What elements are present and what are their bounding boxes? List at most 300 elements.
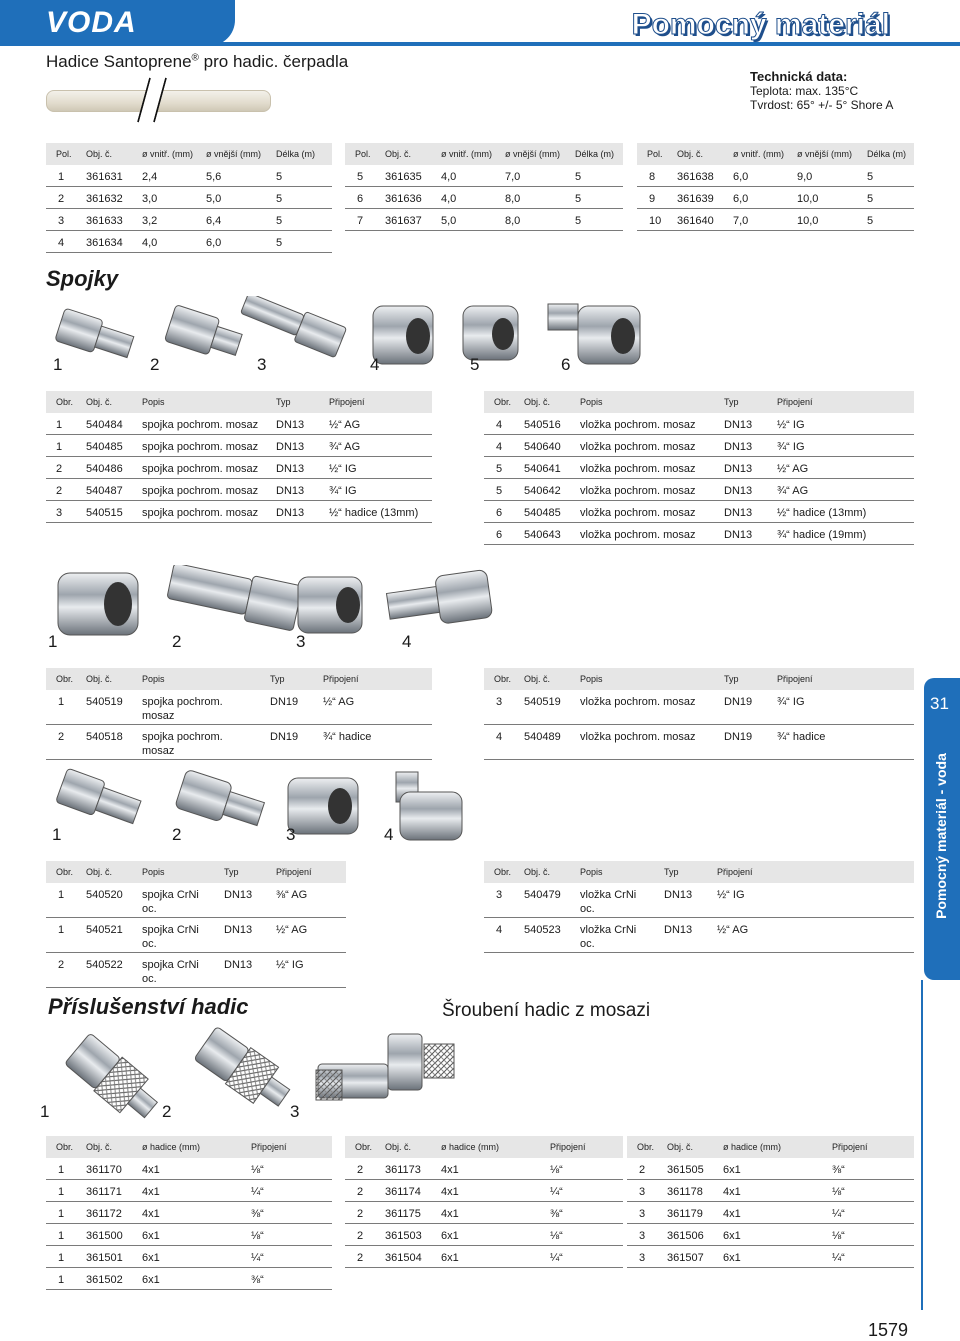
column-header: Typ: [724, 397, 739, 407]
table-cell: ¾“ hadice: [777, 731, 826, 743]
table-row: [345, 209, 623, 231]
table-cell: 1: [58, 1164, 65, 1176]
table-cell: vložka pochrom. mosaz: [580, 507, 696, 519]
crni-spojky-table: [46, 861, 346, 988]
table-cell: ⅛“: [832, 1186, 845, 1198]
table-cell: 4x1: [723, 1208, 741, 1220]
table-cell: 540485: [524, 507, 561, 519]
page-number: 1579: [868, 1320, 909, 1340]
figure-number: 3: [296, 632, 306, 651]
table-cell: ½“ hadice (13mm): [329, 507, 419, 519]
table-cell: ⅛“: [832, 1230, 845, 1242]
figure-number: 3: [257, 355, 267, 374]
table-row: [46, 457, 432, 479]
table-row: [46, 883, 346, 918]
table-cell: ⅛“: [550, 1164, 563, 1176]
table-cell: DN13: [724, 507, 753, 519]
table-cell: vložka CrNi oc.: [580, 889, 637, 915]
table-row: [345, 1224, 623, 1246]
table-cell: 7,0: [505, 171, 521, 183]
table-cell: 361636: [385, 193, 422, 205]
table-cell: 361635: [385, 171, 422, 183]
section-title: Pomocný materiál: [631, 8, 890, 41]
table-cell: ½“ IG: [717, 889, 745, 901]
column-header: Obj. č.: [677, 149, 704, 159]
column-header: Délka (m): [276, 149, 316, 159]
table-cell: 361631: [86, 171, 123, 183]
column-header: Popis: [142, 397, 165, 407]
table-cell: 6,0: [206, 237, 222, 249]
table-header: [637, 143, 914, 165]
table-cell: 4: [496, 419, 503, 431]
table-cell: 6x1: [441, 1230, 459, 1242]
table-cell: 1: [58, 1208, 65, 1220]
table-row: [46, 1158, 332, 1180]
table-cell: 361639: [677, 193, 714, 205]
table-cell: ¼“: [550, 1186, 563, 1198]
table-row: [637, 209, 914, 231]
column-header: Obr.: [56, 397, 74, 407]
column-header: ø hadice (mm): [142, 1142, 201, 1152]
table-cell: vložka pochrom. mosaz: [580, 419, 696, 431]
table-cell: 6x1: [723, 1252, 741, 1264]
figure-number: 2: [172, 825, 182, 844]
column-header: Obr.: [56, 1142, 74, 1152]
table-row: [345, 187, 623, 209]
table-cell: 1: [58, 924, 65, 936]
table-cell: 5: [867, 215, 874, 227]
table-cell: 2: [357, 1164, 364, 1176]
table-cell: 6x1: [142, 1252, 160, 1264]
table-cell: 3: [639, 1186, 646, 1198]
table-cell: 1: [58, 696, 65, 708]
table-cell: 540486: [86, 463, 123, 475]
table-cell: 5: [575, 171, 582, 183]
table-cell: 540523: [524, 924, 561, 936]
table-cell: 2: [639, 1164, 646, 1176]
table-cell: 9,0: [797, 171, 813, 183]
table-cell: 2: [357, 1230, 364, 1242]
table-header: [484, 668, 914, 690]
table-cell: 2: [357, 1208, 364, 1220]
column-header: Připojení: [550, 1142, 586, 1152]
table-row: [46, 1268, 332, 1290]
table-cell: 6: [496, 529, 503, 541]
column-header: ø vnější (mm): [505, 149, 560, 159]
table-cell: 5: [357, 171, 364, 183]
figure-number: 1: [53, 355, 63, 374]
table-cell: 2: [58, 959, 65, 971]
table-cell: DN13: [724, 485, 753, 497]
table-cell: ⅜“: [832, 1164, 845, 1176]
table-cell: ¾“ IG: [777, 441, 805, 453]
table-row: [46, 918, 346, 953]
tech-data: Technická data: Teplota: max. 135°C Tvrdost: 65° +/- 5° Shore A: [750, 69, 894, 112]
column-header: Obr.: [56, 674, 74, 684]
table-row: [627, 1158, 914, 1180]
table-cell: 361174: [385, 1186, 421, 1198]
table-cell: 540640: [524, 441, 561, 453]
product-title: Hadice Santoprene® pro hadic. čerpadla: [46, 52, 349, 71]
table-cell: vložka pochrom. mosaz: [580, 485, 696, 497]
table-row: [46, 479, 432, 501]
table-row: [345, 165, 623, 187]
table-cell: 10,0: [797, 215, 819, 227]
table-cell: ¼“: [832, 1252, 845, 1264]
spojky-heading: Spojky: [46, 266, 119, 291]
dn19-spojky-table: [46, 668, 432, 760]
table-cell: 1: [58, 889, 65, 901]
table-cell: ⅜“ AG: [276, 889, 308, 901]
column-header: Obr.: [494, 867, 512, 877]
accessories-heading: Příslušenství hadic: [48, 994, 249, 1019]
table-cell: 4x1: [723, 1186, 741, 1198]
table-cell: 5,0: [206, 193, 222, 205]
chapter-number: 31: [930, 694, 949, 713]
table-cell: 361633: [86, 215, 123, 227]
table-cell: DN13: [276, 485, 305, 497]
table-cell: 361634: [86, 237, 123, 249]
table-header: [484, 391, 914, 413]
table-cell: 6x1: [441, 1252, 459, 1264]
table-row: [345, 1180, 623, 1202]
table-row: [46, 187, 332, 209]
table-cell: spojka pochrom. mosaz: [142, 419, 259, 431]
table-cell: 2: [56, 463, 63, 475]
table-cell: DN13: [664, 924, 693, 936]
table-cell: 361171: [86, 1186, 122, 1198]
column-header: Typ: [270, 674, 285, 684]
figure-number: 4: [384, 825, 394, 844]
table-cell: DN13: [724, 463, 753, 475]
table-cell: 10: [649, 215, 662, 227]
table-cell: ¼“: [550, 1252, 563, 1264]
table-cell: 4x1: [441, 1164, 459, 1176]
table-cell: spojka CrNi oc.: [142, 889, 199, 915]
table-cell: DN13: [276, 507, 305, 519]
table-cell: ¾“ IG: [329, 485, 357, 497]
table-cell: 540487: [86, 485, 123, 497]
hose-table: [637, 143, 914, 231]
fitting-table: [46, 1136, 332, 1290]
header-bar: [0, 0, 960, 46]
table-cell: ½“ AG: [276, 924, 308, 936]
table-cell: 540515: [86, 507, 123, 519]
column-header: Připojení: [777, 674, 813, 684]
figure-number: 2: [172, 632, 182, 651]
table-row: [627, 1224, 914, 1246]
table-cell: vložka pochrom. mosaz: [580, 731, 696, 743]
table-cell: 361504: [385, 1252, 422, 1264]
table-cell: 4x1: [441, 1208, 459, 1220]
table-cell: 361638: [677, 171, 714, 183]
column-header: ø hadice (mm): [441, 1142, 500, 1152]
table-cell: 361640: [677, 215, 714, 227]
table-row: [484, 690, 914, 725]
column-header: Popis: [580, 397, 603, 407]
table-cell: ½“ IG: [777, 419, 805, 431]
table-cell: 3: [56, 507, 63, 519]
column-header: Obj. č.: [86, 674, 113, 684]
column-header: Obj. č.: [86, 397, 113, 407]
brand-title: VODA: [46, 6, 137, 39]
table-cell: 1: [56, 419, 63, 431]
table-row: [46, 209, 332, 231]
table-row: [627, 1202, 914, 1224]
fitting-table: [627, 1136, 914, 1268]
table-cell: spojka pochrom. mosaz: [142, 463, 259, 475]
table-cell: 6,0: [733, 171, 749, 183]
table-cell: 10,0: [797, 193, 819, 205]
table-cell: 3: [496, 696, 503, 708]
table-cell: 361632: [86, 193, 123, 205]
table-cell: ½“ IG: [276, 959, 304, 971]
table-row: [484, 883, 914, 918]
column-header: Typ: [224, 867, 239, 877]
table-cell: ¾“ AG: [329, 441, 361, 453]
table-cell: 5: [496, 485, 503, 497]
table-cell: 1: [58, 1186, 65, 1198]
table-header: [46, 668, 432, 690]
table-cell: 361506: [667, 1230, 704, 1242]
column-header: ø vnitř. (mm): [441, 149, 492, 159]
table-cell: 540519: [86, 696, 123, 708]
table-cell: 361503: [385, 1230, 422, 1242]
dn19-vlozky-table: [484, 668, 914, 760]
table-cell: 4x1: [441, 1186, 459, 1198]
table-cell: 540643: [524, 529, 561, 541]
table-cell: 6x1: [723, 1230, 741, 1242]
table-cell: 6,4: [206, 215, 222, 227]
table-cell: DN19: [724, 731, 753, 743]
table-row: [637, 165, 914, 187]
table-row: [627, 1180, 914, 1202]
table-cell: 5: [276, 237, 283, 249]
table-cell: 6,0: [733, 193, 749, 205]
table-cell: 361173: [385, 1164, 421, 1176]
column-header: ø vnitř. (mm): [142, 149, 193, 159]
table-cell: 540518: [86, 731, 123, 743]
table-cell: 4: [496, 441, 503, 453]
table-cell: 2: [357, 1252, 364, 1264]
table-cell: ¾“ hadice: [323, 731, 372, 743]
table-cell: vložka pochrom. mosaz: [580, 441, 696, 453]
table-row: [46, 1246, 332, 1268]
table-cell: 3,0: [142, 193, 158, 205]
column-header: Délka (m): [575, 149, 615, 159]
table-cell: 361172: [86, 1208, 122, 1220]
table-cell: 540519: [524, 696, 561, 708]
column-header: Připojení: [251, 1142, 287, 1152]
table-cell: DN13: [724, 529, 753, 541]
column-header: Obj. č.: [524, 867, 551, 877]
table-cell: 540489: [524, 731, 561, 743]
table-cell: 1: [58, 1274, 65, 1286]
table-cell: 361178: [667, 1186, 703, 1198]
table-cell: spojka CrNi oc.: [142, 924, 199, 950]
fitting-table: [345, 1136, 623, 1268]
table-cell: 9: [649, 193, 656, 205]
table-cell: 4,0: [142, 237, 158, 249]
table-cell: 5: [496, 463, 503, 475]
table-cell: 4x1: [142, 1208, 160, 1220]
table-cell: 3: [639, 1208, 646, 1220]
table-cell: ⅛“: [550, 1230, 563, 1242]
table-cell: 540479: [524, 889, 561, 901]
table-cell: 3: [639, 1230, 646, 1242]
table-cell: 5: [575, 193, 582, 205]
table-cell: 8: [649, 171, 656, 183]
table-cell: spojka pochrom. mosaz: [142, 696, 223, 722]
table-cell: spojka pochrom. mosaz: [142, 731, 223, 757]
cut-mark-icon: [134, 76, 174, 124]
table-cell: 2: [58, 193, 65, 205]
column-header: Obj. č.: [385, 1142, 412, 1152]
table-row: [345, 1202, 623, 1224]
column-header: Obr.: [494, 674, 512, 684]
hose-table: [46, 143, 332, 253]
table-cell: DN13: [276, 463, 305, 475]
column-header: Připojení: [777, 397, 813, 407]
table-cell: 361179: [667, 1208, 703, 1220]
table-cell: 1: [56, 441, 63, 453]
table-cell: vložka pochrom. mosaz: [580, 463, 696, 475]
table-header: [345, 1136, 623, 1158]
table-cell: 6x1: [142, 1230, 160, 1242]
table-row: [345, 1246, 623, 1268]
table-cell: ⅛“: [251, 1164, 264, 1176]
table-cell: spojka pochrom. mosaz: [142, 441, 259, 453]
table-row: [627, 1246, 914, 1268]
table-cell: 5: [575, 215, 582, 227]
table-row: [46, 1224, 332, 1246]
table-cell: DN13: [276, 441, 305, 453]
table-cell: 7: [357, 215, 364, 227]
table-header: [46, 143, 332, 165]
table-cell: 2: [357, 1186, 364, 1198]
table-cell: 540516: [524, 419, 561, 431]
table-cell: ¼“: [251, 1252, 264, 1264]
table-cell: 1: [58, 171, 65, 183]
table-cell: 5,0: [441, 215, 457, 227]
table-cell: 1: [58, 1252, 65, 1264]
column-header: Popis: [580, 867, 603, 877]
table-cell: ¾“ AG: [777, 485, 809, 497]
table-cell: 540485: [86, 441, 123, 453]
table-cell: ⅛“: [251, 1230, 264, 1242]
table-cell: DN19: [724, 696, 753, 708]
table-cell: 4: [58, 237, 65, 249]
figure-number: 6: [561, 355, 571, 374]
table-cell: 4x1: [142, 1164, 160, 1176]
table-cell: spojka pochrom. mosaz: [142, 485, 259, 497]
figure-number: 5: [470, 355, 480, 374]
column-header: Obj. č.: [524, 674, 551, 684]
table-cell: ½“ hadice (13mm): [777, 507, 867, 519]
column-header: Obr.: [637, 1142, 655, 1152]
column-header: Obj. č.: [667, 1142, 694, 1152]
table-cell: ¾“ IG: [777, 696, 805, 708]
table-cell: ¼“: [251, 1186, 264, 1198]
column-header: Obj. č.: [385, 149, 412, 159]
table-cell: DN13: [724, 419, 753, 431]
table-cell: vložka pochrom. mosaz: [580, 696, 696, 708]
table-cell: 3: [496, 889, 503, 901]
column-header: Typ: [276, 397, 291, 407]
table-row: [484, 725, 914, 760]
column-header: ø hadice (mm): [723, 1142, 782, 1152]
column-header: Obj. č.: [524, 397, 551, 407]
table-cell: DN13: [724, 441, 753, 453]
table-cell: 3,2: [142, 215, 158, 227]
hose-table: [345, 143, 623, 231]
table-cell: 5,6: [206, 171, 222, 183]
table-row: [46, 165, 332, 187]
table-row: [46, 231, 332, 253]
table-cell: 361502: [86, 1274, 123, 1286]
table-cell: vložka pochrom. mosaz: [580, 529, 696, 541]
dn19-couplings-image: [48, 565, 498, 640]
table-cell: 6: [357, 193, 364, 205]
table-row: [46, 501, 432, 523]
table-cell: ½“ AG: [717, 924, 749, 936]
column-header: Připojení: [329, 397, 365, 407]
column-header: ø vnější (mm): [797, 149, 852, 159]
column-header: Připojení: [323, 674, 359, 684]
crni-couplings-image: [48, 764, 468, 842]
table-cell: 4,0: [441, 193, 457, 205]
column-header: Popis: [142, 867, 165, 877]
column-header: Obj. č.: [86, 149, 113, 159]
figure-number: 1: [48, 632, 58, 651]
figure-number: 4: [370, 355, 380, 374]
table-cell: vložka CrNi oc.: [580, 924, 637, 950]
table-cell: 6x1: [142, 1274, 160, 1286]
table-cell: 2,4: [142, 171, 158, 183]
table-cell: 361500: [86, 1230, 123, 1242]
side-rule: [921, 980, 923, 1310]
figure-number: 2: [150, 355, 160, 374]
table-cell: 4: [496, 731, 503, 743]
column-header: Popis: [142, 674, 165, 684]
table-cell: DN19: [270, 696, 299, 708]
table-header: [46, 391, 432, 413]
column-header: Typ: [724, 674, 739, 684]
dn13-spojky-table: [46, 391, 432, 523]
table-header: [627, 1136, 914, 1158]
table-cell: 4: [496, 924, 503, 936]
table-cell: 4x1: [142, 1186, 160, 1198]
table-header: [345, 143, 623, 165]
column-header: Obj. č.: [86, 867, 113, 877]
column-header: Typ: [664, 867, 679, 877]
column-header: Popis: [580, 674, 603, 684]
dn13-couplings-image: [48, 296, 648, 376]
table-row: [484, 918, 914, 953]
table-cell: 540642: [524, 485, 561, 497]
figure-number: 3: [290, 1102, 300, 1121]
table-cell: 540522: [86, 959, 123, 971]
table-row: [46, 1202, 332, 1224]
table-cell: 5: [867, 171, 874, 183]
table-cell: 361507: [667, 1252, 704, 1264]
table-cell: 361501: [86, 1252, 123, 1264]
table-cell: 5: [867, 193, 874, 205]
table-row: [484, 413, 914, 435]
table-row: [46, 953, 346, 988]
table-cell: 361175: [385, 1208, 421, 1220]
column-header: Obr.: [494, 397, 512, 407]
